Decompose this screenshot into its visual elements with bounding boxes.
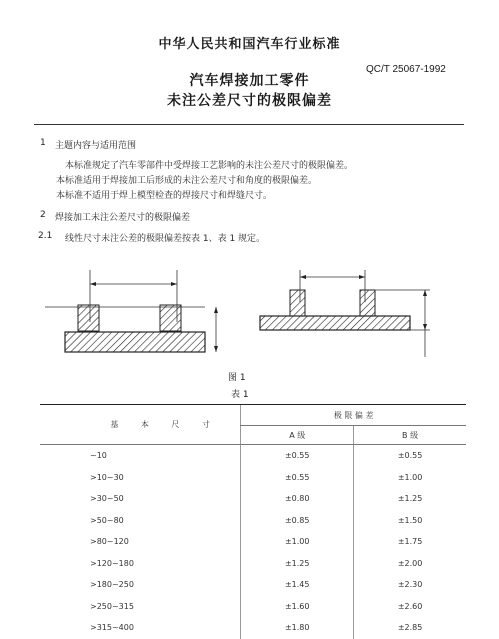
cell-grade-b: ±2.85 [354,617,466,639]
cell-grade-a: ±1.00 [241,531,354,553]
header-basic-size: 基 本 尺 寸 [40,405,241,445]
title-divider [34,124,464,125]
cell-grade-a: ±1.45 [241,574,354,596]
cell-grade-a: ±0.85 [241,510,354,532]
cell-grade-a: ±1.80 [241,617,354,639]
cell-size: >180~250 [90,580,134,590]
section-2-1-text: 线性尺寸未注公差的极限偏差按表 1、表 1 规定。 [65,234,266,244]
section-2-heading: 焊接加工未注公差尺寸的极限偏差 [55,213,191,223]
base-plate [260,316,410,330]
table-row [40,467,466,489]
cell-size: >120~180 [90,558,134,568]
dimension-arrow [423,324,427,330]
tolerance-table [40,404,466,639]
right-hatched-block [160,305,181,331]
section-2-number: 2 [40,210,46,220]
table-row [40,553,466,575]
standard-org-header: 中华人民共和国汽车行业标准 [158,37,341,52]
cell-grade-b: ±0.55 [354,445,466,467]
cell-grade-b: ±2.30 [354,574,466,596]
cell-grade-a: ±0.55 [241,445,354,467]
cell-grade-b: ±2.00 [354,553,466,575]
figure-1-caption: 图 1 [228,373,246,383]
cell-size: >80~120 [90,537,129,547]
cell-grade-b: ±1.00 [354,467,466,489]
table-row [40,510,466,532]
table-row [40,488,466,510]
dimension-arrow [359,275,365,279]
table-row [40,531,466,553]
cell-size: >315~400 [90,623,134,633]
cell-grade-a: ±0.80 [241,488,354,510]
dimension-arrow [171,282,177,286]
document-title-line-1: 汽车焊接加工零件 [189,73,310,89]
cell-size: >30~50 [90,494,124,504]
cell-size: >50~80 [90,515,124,525]
header-grade-b: B 级 [354,426,466,445]
header-limit-deviation: 极 限 偏 差 [241,405,466,426]
section-1-paragraph-3: 本标准不适用于焊上模型检查的焊接尺寸和焊缝尺寸。 [56,191,273,201]
dimension-arrow [90,282,96,286]
cell-size: >10~30 [90,472,124,482]
cell-grade-b: ±1.75 [354,531,466,553]
dimension-arrow [214,307,218,313]
cell-grade-a: ±0.55 [241,467,354,489]
dimension-arrow [214,346,218,352]
section-1-paragraph-1: 本标准规定了汽车零部件中受焊接工艺影响的未注公差尺寸的极限偏差。 [65,161,354,171]
figure-1-right-drawing [255,262,435,362]
table-row [40,596,466,618]
cell-grade-b: ±1.50 [354,510,466,532]
cell-size: ~10 [90,451,107,461]
base-plate [65,332,205,352]
section-1-paragraph-2: 本标准适用于焊接加工后形成的未注公差尺寸和角度的极限偏差。 [56,176,318,186]
figure-1-left-drawing [40,262,220,362]
document-title-line-2: 未注公差尺寸的极限偏差 [167,93,332,109]
left-hatched-post [290,290,305,316]
section-1-heading: 主题内容与适用范围 [55,141,137,151]
right-hatched-post [360,290,375,316]
table-1-caption: 表 1 [231,390,249,400]
table-row [40,617,466,639]
table-row [40,445,466,467]
cell-size: >250~315 [90,601,134,611]
table-row [40,574,466,596]
document-number: QC/T 25067-1992 [366,64,446,75]
dimension-arrow [300,275,306,279]
header-grade-a: A 级 [241,426,354,445]
cell-grade-b: ±2.60 [354,596,466,618]
section-2-1-number: 2.1 [38,231,53,241]
dimension-arrow [423,290,427,296]
left-hatched-block [78,305,99,331]
cell-grade-a: ±1.25 [241,553,354,575]
cell-grade-b: ±1.25 [354,488,466,510]
section-1-number: 1 [40,138,46,148]
cell-grade-a: ±1.60 [241,596,354,618]
